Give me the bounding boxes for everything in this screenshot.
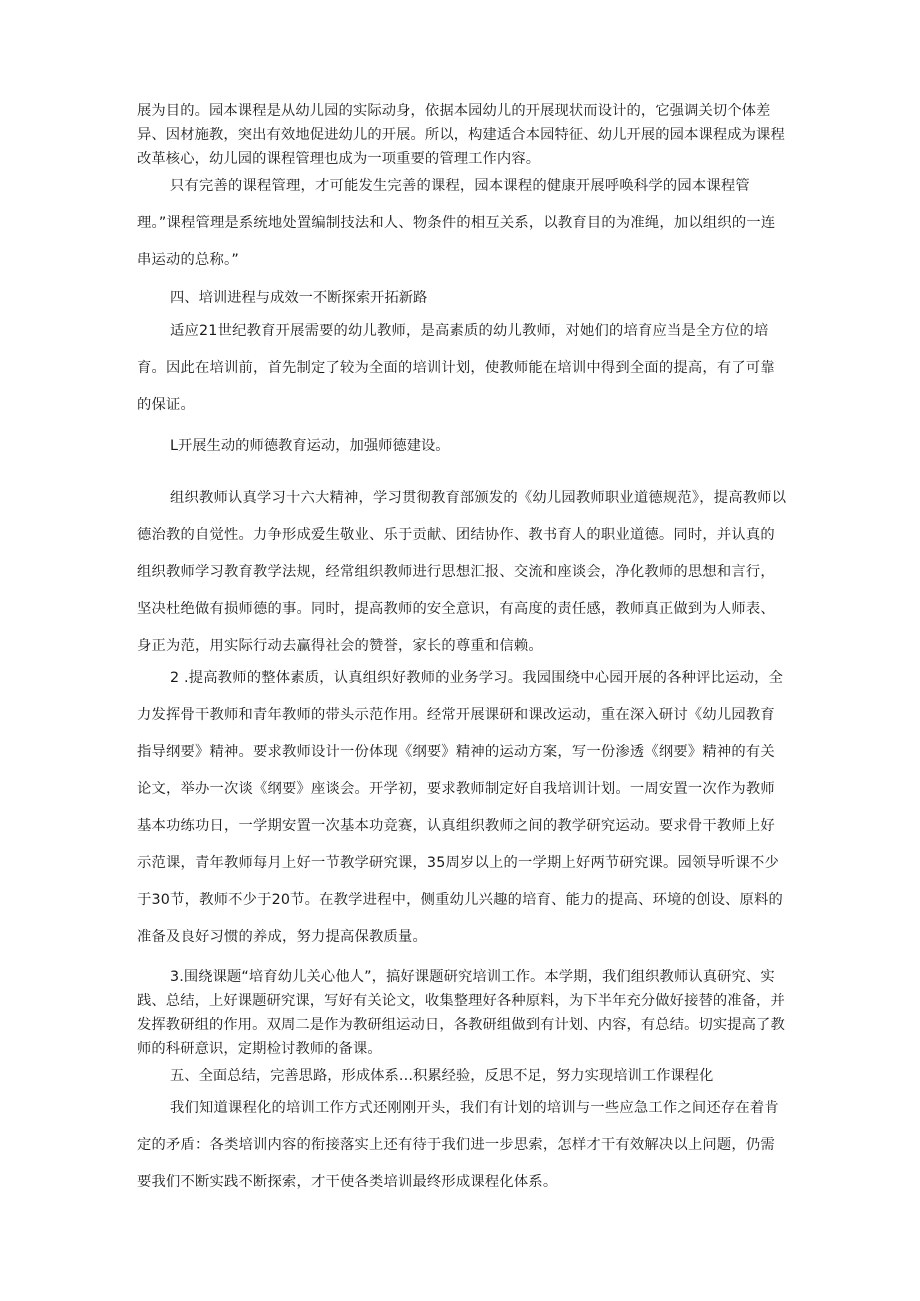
section-heading-four: 四、培训进程与成效一不断探索开拓新路 [170,290,428,306]
paragraph-training-plan: 适应21世纪教育开展需要的幼儿教师，是高素质的幼儿教师，对她们的培育应当是全方位的培育。因此在培训前，首先制定了较为全面的培训计划，使教师能在培训中得到全面的提高，有了可靠的保证。 [137,323,775,413]
paragraph-course-management: 只有完善的课程管理，才可能发生完善的课程，园本课程的健康开展呼唤科学的园本课程管理。”课程管理是系统地处置编制技法和人、物条件的相互关系，以教育目的为准绳，加以组织的一连串运动的总称。” [137,178,776,268]
paragraph-conclusion: 我们知道课程化的培训工作方式还刚刚开头，我们有计划的培训与一些应急工作之间还存在着肯定的矛盾：各类培训内容的衔接落实上还有待于我们进一步思索，怎样才干有效解决以上问题，仍需要我们不断实践不断探索，才干使各类培训最终形成课程化体系。 [137,1100,779,1190]
paragraph-ethics-detail: 组织教师认真学习十六大精神，学习贯彻教育部颁发的《幼儿园教师职业道德规范》，提高教师以德治教的自觉性。力争形成爱生敬业、乐于贡献、团结协作、教书育人的职业道德。同时，并认真的组织教师学习教育教学法规，经常组织教师进行思想汇报、交流和座谈会，净化教师的思想和言行，坚决杜绝做有损师德的事。同时，提高教师的安全意识，有高度的责任感，教师真正做到为人师表、身正为范，用实际行动去赢得社会的赞誉，家长的尊重和信赖。 [137,490,787,654]
list-item-teacher-ethics: L开展生动的师德教育运动，加强师德建设。 [170,438,450,454]
paragraph-course-intro: 展为目的。园本课程是从幼儿园的实际动身，依据本园幼儿的开展现状而设计的，它强调关切个体差异、因材施教，突出有效地促进幼儿的开展。所以，构建适合本园特征、幼儿开展的园本课程成为课程改革核心，幼儿园的课程管理也成为一项重要的管理工作内容。 [137,103,785,167]
paragraph-research-topic: 3.围绕课题“培育幼儿关心他人”，搞好课题研究培训工作。本学期，我们组织教师认真研究、实践、总结，上好课题研究课，写好有关论文，收集整理好各种原料，为下半年充分做好接替的准备，并发挥教研组的作用。双周二是作为教研组运动日，各教研组做到有计划、内容，有总结。切实提高了教师的科研意识，定期检讨教师的备课。 [137,969,785,1057]
paragraph-teacher-quality: 2 .提高教师的整体素质，认真组织好教师的业务学习。我园围绕中心园开展的各种评比运动，全力发挥骨干教师和青年教师的带头示范作用。经常开展课研和课改运动，重在深入研讨《幼儿园教育指导纲要》精神。要求教师设计一份体现《纲要》精神的运动方案，写一份渗透《纲要》精神的有关论文，举办一次谈《纲要》座谈会。开学初，要求教师制定好自我培训计划。一周安置一次作为教师基本功练功日，一学期安置一次基本功竞赛，认真组织教师之间的教学研究运动。要求骨干教师上好示范课，青年教师每月上好一节教学研究课，35周岁以上的一学期上好两节研究课。园领导听课不少于30节，教师不少于20节。在教学进程中，侧重幼儿兴趣的培育、能力的提高、环境的创设、原料的准备及良好习惯的养成，努力提高保教质量。 [137,670,784,945]
section-heading-five: 五、全面总结，完善思路，形成体系…积累经验，反思不足，努力实现培训工作课程化 [170,1068,714,1084]
